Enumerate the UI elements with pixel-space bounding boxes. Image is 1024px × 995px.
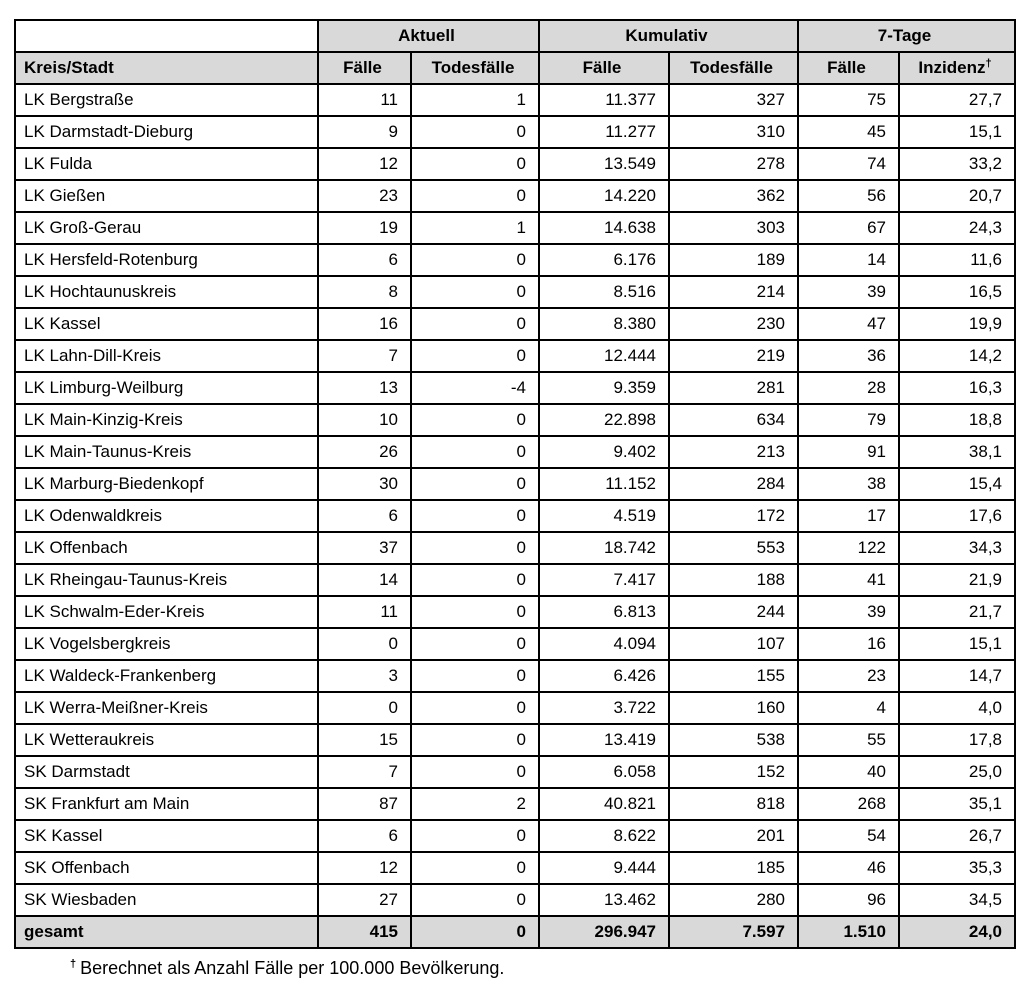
value-cell: 9 bbox=[318, 116, 411, 148]
value-cell: 21,7 bbox=[899, 596, 1015, 628]
value-cell: 13.549 bbox=[539, 148, 669, 180]
total-aktuell-faelle: 415 bbox=[318, 916, 411, 948]
kreis-name-cell: LK Gießen bbox=[15, 180, 318, 212]
value-cell: 15 bbox=[318, 724, 411, 756]
value-cell: 0 bbox=[411, 596, 539, 628]
value-cell: 11 bbox=[318, 596, 411, 628]
value-cell: 0 bbox=[411, 148, 539, 180]
value-cell: 201 bbox=[669, 820, 798, 852]
value-cell: 14 bbox=[318, 564, 411, 596]
value-cell: 8 bbox=[318, 276, 411, 308]
value-cell: 284 bbox=[669, 468, 798, 500]
blank-corner-cell bbox=[15, 20, 318, 52]
value-cell: 8.516 bbox=[539, 276, 669, 308]
kreis-name-cell: LK Werra-Meißner-Kreis bbox=[15, 692, 318, 724]
value-cell: 281 bbox=[669, 372, 798, 404]
table-row bbox=[15, 116, 1015, 148]
value-cell: 6.426 bbox=[539, 660, 669, 692]
value-cell: 634 bbox=[669, 404, 798, 436]
value-cell: 27,7 bbox=[899, 84, 1015, 116]
value-cell: 6.176 bbox=[539, 244, 669, 276]
value-cell: 14,7 bbox=[899, 660, 1015, 692]
value-cell: 39 bbox=[798, 276, 899, 308]
value-cell: 26,7 bbox=[899, 820, 1015, 852]
table-row bbox=[15, 756, 1015, 788]
value-cell: 6 bbox=[318, 244, 411, 276]
value-cell: 230 bbox=[669, 308, 798, 340]
value-cell: 818 bbox=[669, 788, 798, 820]
value-cell: 6.813 bbox=[539, 596, 669, 628]
inzidenz-label: Inzidenz bbox=[918, 58, 986, 77]
table-row bbox=[15, 148, 1015, 180]
total-inzidenz: 24,0 bbox=[899, 916, 1015, 948]
table-row bbox=[15, 212, 1015, 244]
kreis-name-cell: LK Offenbach bbox=[15, 532, 318, 564]
value-cell: 41 bbox=[798, 564, 899, 596]
table-row bbox=[15, 724, 1015, 756]
kreis-name-cell: LK Rheingau-Taunus-Kreis bbox=[15, 564, 318, 596]
kreis-name-cell: LK Hersfeld-Rotenburg bbox=[15, 244, 318, 276]
value-cell: 8.380 bbox=[539, 308, 669, 340]
value-cell: 15,1 bbox=[899, 116, 1015, 148]
column-header-row bbox=[15, 52, 1015, 84]
value-cell: 0 bbox=[411, 884, 539, 916]
total-row-label: gesamt bbox=[15, 916, 318, 948]
kreis-name-cell: LK Main-Taunus-Kreis bbox=[15, 436, 318, 468]
footnote-dagger: † bbox=[70, 958, 77, 970]
table-row bbox=[15, 308, 1015, 340]
value-cell: 280 bbox=[669, 884, 798, 916]
column-header-aktuell-faelle: Fälle bbox=[318, 52, 411, 84]
value-cell: 55 bbox=[798, 724, 899, 756]
value-cell: 278 bbox=[669, 148, 798, 180]
kreis-name-cell: LK Limburg-Weilburg bbox=[15, 372, 318, 404]
column-header-7tage-faelle: Fälle bbox=[798, 52, 899, 84]
value-cell: 0 bbox=[411, 724, 539, 756]
value-cell: 244 bbox=[669, 596, 798, 628]
value-cell: 160 bbox=[669, 692, 798, 724]
table-row bbox=[15, 340, 1015, 372]
value-cell: 327 bbox=[669, 84, 798, 116]
value-cell: 14.638 bbox=[539, 212, 669, 244]
table-row bbox=[15, 564, 1015, 596]
value-cell: 28 bbox=[798, 372, 899, 404]
dagger-superscript: † bbox=[985, 57, 992, 70]
kreis-name-cell: LK Groß-Gerau bbox=[15, 212, 318, 244]
value-cell: 14.220 bbox=[539, 180, 669, 212]
value-cell: 9.444 bbox=[539, 852, 669, 884]
table-body bbox=[15, 84, 1015, 916]
value-cell: 553 bbox=[669, 532, 798, 564]
value-cell: 4.519 bbox=[539, 500, 669, 532]
kreis-name-cell: LK Bergstraße bbox=[15, 84, 318, 116]
table-row bbox=[15, 84, 1015, 116]
value-cell: 19 bbox=[318, 212, 411, 244]
value-cell: 54 bbox=[798, 820, 899, 852]
value-cell: 20,7 bbox=[899, 180, 1015, 212]
value-cell: 67 bbox=[798, 212, 899, 244]
value-cell: 0 bbox=[411, 660, 539, 692]
value-cell: 39 bbox=[798, 596, 899, 628]
kreis-name-cell: LK Marburg-Biedenkopf bbox=[15, 468, 318, 500]
value-cell: 16,5 bbox=[899, 276, 1015, 308]
value-cell: 6.058 bbox=[539, 756, 669, 788]
table-row bbox=[15, 500, 1015, 532]
value-cell: 40.821 bbox=[539, 788, 669, 820]
table-row bbox=[15, 852, 1015, 884]
table-row bbox=[15, 244, 1015, 276]
value-cell: 24,3 bbox=[899, 212, 1015, 244]
kreis-name-cell: LK Odenwaldkreis bbox=[15, 500, 318, 532]
value-cell: 0 bbox=[411, 276, 539, 308]
value-cell: 33,2 bbox=[899, 148, 1015, 180]
value-cell: 4,0 bbox=[899, 692, 1015, 724]
value-cell: 0 bbox=[411, 340, 539, 372]
covid-cases-table bbox=[14, 19, 1016, 949]
value-cell: 9.402 bbox=[539, 436, 669, 468]
column-header-inzidenz bbox=[899, 52, 1015, 84]
kreis-name-cell: LK Schwalm-Eder-Kreis bbox=[15, 596, 318, 628]
value-cell: 0 bbox=[411, 628, 539, 660]
value-cell: 96 bbox=[798, 884, 899, 916]
value-cell: 13.419 bbox=[539, 724, 669, 756]
value-cell: 0 bbox=[411, 500, 539, 532]
value-cell: 303 bbox=[669, 212, 798, 244]
value-cell: 17,6 bbox=[899, 500, 1015, 532]
value-cell: 56 bbox=[798, 180, 899, 212]
value-cell: 214 bbox=[669, 276, 798, 308]
value-cell: 8.622 bbox=[539, 820, 669, 852]
kreis-name-cell: SK Kassel bbox=[15, 820, 318, 852]
value-cell: 268 bbox=[798, 788, 899, 820]
kreis-name-cell: SK Wiesbaden bbox=[15, 884, 318, 916]
value-cell: 188 bbox=[669, 564, 798, 596]
kreis-name-cell: LK Darmstadt-Dieburg bbox=[15, 116, 318, 148]
value-cell: 38,1 bbox=[899, 436, 1015, 468]
value-cell: 16 bbox=[318, 308, 411, 340]
value-cell: 0 bbox=[411, 244, 539, 276]
value-cell: 0 bbox=[411, 468, 539, 500]
value-cell: 16,3 bbox=[899, 372, 1015, 404]
total-kumulativ-faelle: 296.947 bbox=[539, 916, 669, 948]
total-kumulativ-todesfaelle: 7.597 bbox=[669, 916, 798, 948]
value-cell: 3 bbox=[318, 660, 411, 692]
group-header-row bbox=[15, 20, 1015, 52]
group-header-7tage: 7-Tage bbox=[798, 20, 1015, 52]
value-cell: 10 bbox=[318, 404, 411, 436]
value-cell: 4 bbox=[798, 692, 899, 724]
value-cell: 13.462 bbox=[539, 884, 669, 916]
kreis-name-cell: SK Darmstadt bbox=[15, 756, 318, 788]
value-cell: 15,1 bbox=[899, 628, 1015, 660]
value-cell: 11.152 bbox=[539, 468, 669, 500]
table-row bbox=[15, 532, 1015, 564]
value-cell: 6 bbox=[318, 820, 411, 852]
total-row bbox=[15, 916, 1015, 948]
footnote-text: Berechnet als Anzahl Fälle per 100.000 Bevölkerung. bbox=[80, 958, 505, 978]
value-cell: 38 bbox=[798, 468, 899, 500]
value-cell: 19,9 bbox=[899, 308, 1015, 340]
value-cell: 0 bbox=[411, 852, 539, 884]
column-header-kumulativ-faelle: Fälle bbox=[539, 52, 669, 84]
value-cell: 75 bbox=[798, 84, 899, 116]
table-row bbox=[15, 468, 1015, 500]
value-cell: 91 bbox=[798, 436, 899, 468]
table-row bbox=[15, 884, 1015, 916]
value-cell: 22.898 bbox=[539, 404, 669, 436]
value-cell: 23 bbox=[798, 660, 899, 692]
kreis-name-cell: LK Hochtaunuskreis bbox=[15, 276, 318, 308]
value-cell: 3.722 bbox=[539, 692, 669, 724]
value-cell: 0 bbox=[411, 180, 539, 212]
value-cell: 11.277 bbox=[539, 116, 669, 148]
value-cell: -4 bbox=[411, 372, 539, 404]
value-cell: 0 bbox=[411, 564, 539, 596]
table-row bbox=[15, 436, 1015, 468]
value-cell: 34,3 bbox=[899, 532, 1015, 564]
value-cell: 11.377 bbox=[539, 84, 669, 116]
value-cell: 34,5 bbox=[899, 884, 1015, 916]
value-cell: 0 bbox=[318, 628, 411, 660]
value-cell: 37 bbox=[318, 532, 411, 564]
value-cell: 27 bbox=[318, 884, 411, 916]
value-cell: 40 bbox=[798, 756, 899, 788]
value-cell: 0 bbox=[411, 404, 539, 436]
value-cell: 0 bbox=[411, 436, 539, 468]
value-cell: 7 bbox=[318, 756, 411, 788]
value-cell: 11 bbox=[318, 84, 411, 116]
value-cell: 45 bbox=[798, 116, 899, 148]
table-row bbox=[15, 276, 1015, 308]
value-cell: 185 bbox=[669, 852, 798, 884]
value-cell: 9.359 bbox=[539, 372, 669, 404]
kreis-name-cell: LK Main-Kinzig-Kreis bbox=[15, 404, 318, 436]
kreis-name-cell: LK Waldeck-Frankenberg bbox=[15, 660, 318, 692]
column-header-kumulativ-todesfaelle: Todesfälle bbox=[669, 52, 798, 84]
value-cell: 4.094 bbox=[539, 628, 669, 660]
table-row bbox=[15, 372, 1015, 404]
value-cell: 0 bbox=[411, 692, 539, 724]
value-cell: 13 bbox=[318, 372, 411, 404]
value-cell: 35,1 bbox=[899, 788, 1015, 820]
column-header-kreis-stadt: Kreis/Stadt bbox=[15, 52, 318, 84]
value-cell: 12 bbox=[318, 148, 411, 180]
value-cell: 35,3 bbox=[899, 852, 1015, 884]
value-cell: 47 bbox=[798, 308, 899, 340]
total-7tage-faelle: 1.510 bbox=[798, 916, 899, 948]
value-cell: 17 bbox=[798, 500, 899, 532]
column-header-aktuell-todesfaelle: Todesfälle bbox=[411, 52, 539, 84]
value-cell: 155 bbox=[669, 660, 798, 692]
value-cell: 16 bbox=[798, 628, 899, 660]
kreis-name-cell: LK Lahn-Dill-Kreis bbox=[15, 340, 318, 372]
value-cell: 213 bbox=[669, 436, 798, 468]
value-cell: 0 bbox=[411, 820, 539, 852]
value-cell: 1 bbox=[411, 212, 539, 244]
table-row bbox=[15, 660, 1015, 692]
value-cell: 30 bbox=[318, 468, 411, 500]
value-cell: 87 bbox=[318, 788, 411, 820]
kreis-name-cell: LK Fulda bbox=[15, 148, 318, 180]
value-cell: 310 bbox=[669, 116, 798, 148]
footnote bbox=[70, 958, 504, 979]
value-cell: 74 bbox=[798, 148, 899, 180]
value-cell: 15,4 bbox=[899, 468, 1015, 500]
value-cell: 219 bbox=[669, 340, 798, 372]
value-cell: 0 bbox=[411, 532, 539, 564]
value-cell: 2 bbox=[411, 788, 539, 820]
value-cell: 25,0 bbox=[899, 756, 1015, 788]
value-cell: 7.417 bbox=[539, 564, 669, 596]
value-cell: 538 bbox=[669, 724, 798, 756]
value-cell: 14,2 bbox=[899, 340, 1015, 372]
table-row bbox=[15, 788, 1015, 820]
value-cell: 107 bbox=[669, 628, 798, 660]
value-cell: 12.444 bbox=[539, 340, 669, 372]
table-row bbox=[15, 820, 1015, 852]
value-cell: 36 bbox=[798, 340, 899, 372]
value-cell: 189 bbox=[669, 244, 798, 276]
value-cell: 1 bbox=[411, 84, 539, 116]
value-cell: 0 bbox=[318, 692, 411, 724]
table-row bbox=[15, 692, 1015, 724]
value-cell: 0 bbox=[411, 756, 539, 788]
value-cell: 172 bbox=[669, 500, 798, 532]
table-row bbox=[15, 596, 1015, 628]
value-cell: 46 bbox=[798, 852, 899, 884]
group-header-aktuell: Aktuell bbox=[318, 20, 539, 52]
value-cell: 0 bbox=[411, 116, 539, 148]
table-row bbox=[15, 628, 1015, 660]
value-cell: 11,6 bbox=[899, 244, 1015, 276]
table-row bbox=[15, 404, 1015, 436]
value-cell: 21,9 bbox=[899, 564, 1015, 596]
value-cell: 12 bbox=[318, 852, 411, 884]
value-cell: 18,8 bbox=[899, 404, 1015, 436]
value-cell: 17,8 bbox=[899, 724, 1015, 756]
kreis-name-cell: LK Kassel bbox=[15, 308, 318, 340]
value-cell: 79 bbox=[798, 404, 899, 436]
value-cell: 26 bbox=[318, 436, 411, 468]
value-cell: 362 bbox=[669, 180, 798, 212]
value-cell: 0 bbox=[411, 308, 539, 340]
value-cell: 14 bbox=[798, 244, 899, 276]
kreis-name-cell: SK Frankfurt am Main bbox=[15, 788, 318, 820]
kreis-name-cell: SK Offenbach bbox=[15, 852, 318, 884]
value-cell: 122 bbox=[798, 532, 899, 564]
value-cell: 18.742 bbox=[539, 532, 669, 564]
value-cell: 6 bbox=[318, 500, 411, 532]
value-cell: 23 bbox=[318, 180, 411, 212]
total-aktuell-todesfaelle: 0 bbox=[411, 916, 539, 948]
value-cell: 152 bbox=[669, 756, 798, 788]
value-cell: 7 bbox=[318, 340, 411, 372]
table-row bbox=[15, 180, 1015, 212]
group-header-kumulativ: Kumulativ bbox=[539, 20, 798, 52]
kreis-name-cell: LK Wetteraukreis bbox=[15, 724, 318, 756]
kreis-name-cell: LK Vogelsbergkreis bbox=[15, 628, 318, 660]
